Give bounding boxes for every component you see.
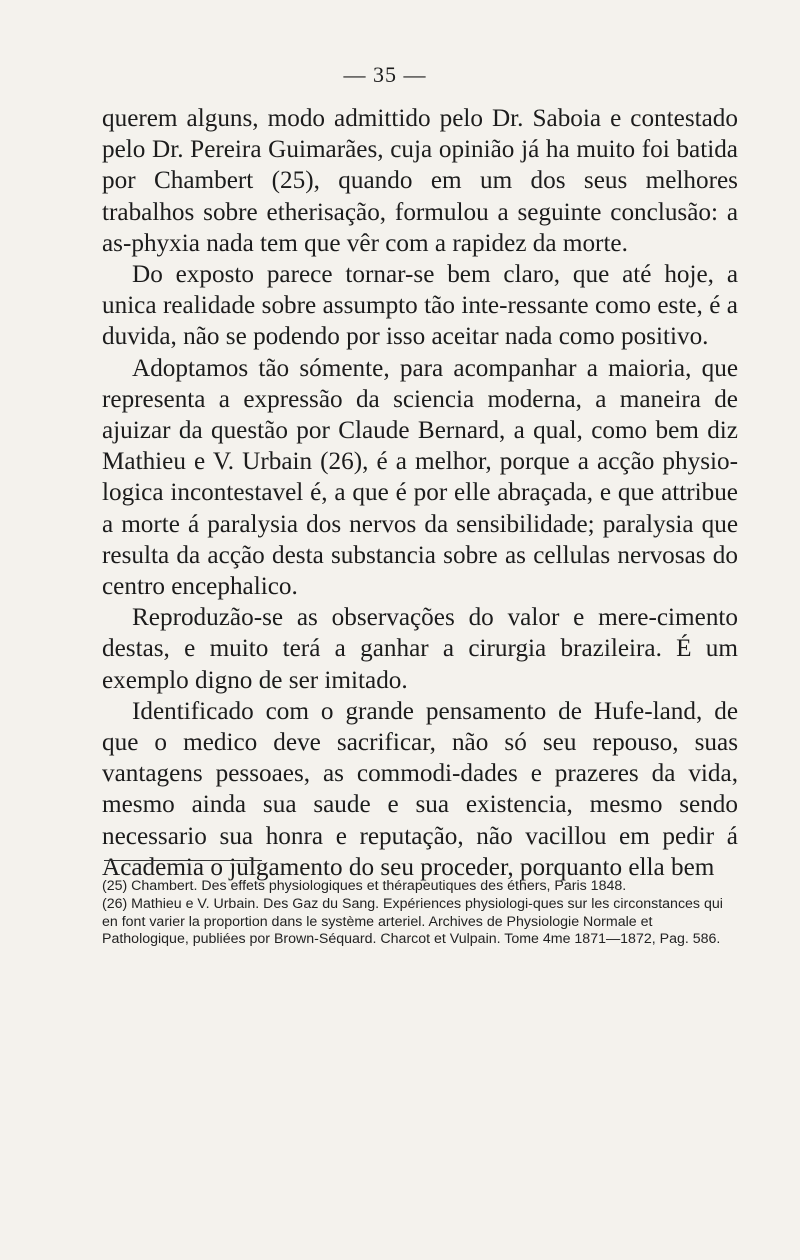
footnotes	[102, 878, 738, 949]
paragraph: Adoptamos tão sómente, para acompanhar a maioria, que representa a expressão da sciencia moderna, a maneira de ajuizar da questão por Claude Bernard, a qual, como bem diz Mathieu e V. Urbain (26), é a melhor, porque a acção physio-logica incontestavel é, a que é por elle abraçada, e que attribue a morte á paralysia dos nervos da sensibilidade; paralysia que resulta da acção desta substancia sobre as cellulas nervosas do centro encephalico.	[102, 354, 738, 601]
footnote-25: (25) Chambert. Des effets physiologiques et thérapeutiques des éthers, Paris 1848.	[102, 878, 627, 894]
paragraph: Reproduzão-se as observações do valor e mere-cimento destas, e muito terá a ganhar a cirurgia brazileira. É um exemplo digno de ser imitado.	[102, 604, 738, 694]
page-number: — 35 —	[343, 62, 427, 87]
footnote-divider	[104, 860, 262, 861]
main-text	[102, 103, 738, 883]
paragraph-continuation: querem alguns, modo admittido pelo Dr. Saboia e contestado pelo Dr. Pereira Guimarães, cuja opinião já ha muito foi batida por Chambert (25), quando em um dos seus melhores trabalhos sobre etherisação, formulou a seguinte conclusão: a as-phyxia nada tem que vêr com a rapidez da morte.	[102, 105, 738, 257]
paragraph: Identificado com o grande pensamento de Hufe-land, de que o medico deve sacrificar, não só seu repouso, suas vantagens pessoaes, as commodi-dades e prazeres da vida, mesmo ainda sua saude e sua existencia, mesmo sendo necessario sua honra e reputação, não vacillou em pedir á Academia o julgamento do seu proceder, porquanto ella bem	[102, 697, 738, 881]
footnote-26: (26) Mathieu e V. Urbain. Des Gaz du Sang. Expériences physiologi-ques sur les circonstances qui en font varier la proportion dans le système arteriel. Archives de Physiologie Normale et Pathologique, publiées por Brown-Séquard. Charcot et Vulpain. Tome 4me 1871—1872, Pag. 586.	[102, 895, 723, 948]
paragraph: Do exposto parece tornar-se bem claro, que até hoje, a unica realidade sobre assumpto tão inte-ressante como este, é a duvida, não se podendo por isso aceitar nada como positivo.	[102, 261, 738, 351]
